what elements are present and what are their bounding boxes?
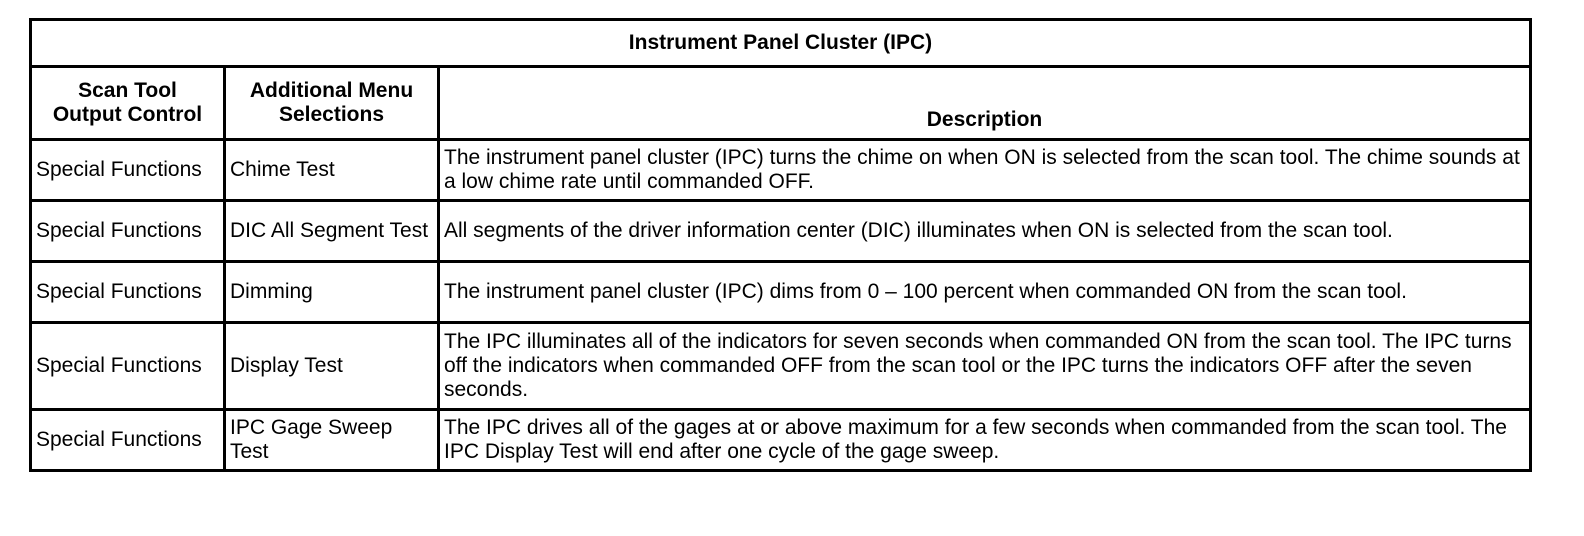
cell-description: All segments of the driver information center (DIC) illuminates when ON is selected from the scan tool. <box>439 201 1531 262</box>
cell-menu-selection: IPC Gage Sweep Test <box>225 410 439 471</box>
table-row <box>31 201 1531 262</box>
header-col2-line2: Selections <box>278 103 385 126</box>
table-row <box>31 262 1531 323</box>
cell-description: The instrument panel cluster (IPC) turns the chime on when ON is selected from the scan tool. The chime sounds at a low chime rate until commanded OFF. <box>439 140 1531 201</box>
cell-menu-selection: Chime Test <box>225 140 439 201</box>
table-row <box>31 323 1531 410</box>
table-title: Instrument Panel Cluster (IPC) <box>31 20 1531 67</box>
table-title-row <box>31 20 1531 67</box>
header-col1-line1: Scan Tool <box>78 79 177 102</box>
cell-output-control: Special Functions <box>31 323 225 410</box>
cell-description: The IPC drives all of the gages at or above maximum for a few seconds when commanded from the scan tool. The IPC Display Test will end after one cycle of the gage sweep. <box>439 410 1531 471</box>
cell-output-control: Special Functions <box>31 410 225 471</box>
table-row <box>31 410 1531 471</box>
header-col2-line1: Additional Menu <box>249 79 414 102</box>
cell-menu-selection: DIC All Segment Test <box>225 201 439 262</box>
cell-output-control: Special Functions <box>31 140 225 201</box>
table-header-row <box>31 67 1531 140</box>
ipc-table-container <box>29 18 1529 472</box>
cell-menu-selection: Display Test <box>225 323 439 410</box>
cell-menu-selection: Dimming <box>225 262 439 323</box>
header-col1-line2: Output Control <box>52 103 203 126</box>
header-description: Description <box>439 67 1531 140</box>
table-row <box>31 140 1531 201</box>
header-additional-menu-selections <box>225 67 439 140</box>
cell-description: The instrument panel cluster (IPC) dims from 0 – 100 percent when commanded ON from the scan tool. <box>439 262 1531 323</box>
cell-description: The IPC illuminates all of the indicators for seven seconds when commanded ON from the scan tool. The IPC turns off the indicators when commanded OFF from the scan tool or the IPC turns the indicators OFF after the seven seconds. <box>439 323 1531 410</box>
cell-output-control: Special Functions <box>31 201 225 262</box>
header-scan-tool-output-control <box>31 67 225 140</box>
cell-output-control: Special Functions <box>31 262 225 323</box>
ipc-output-control-table <box>29 18 1532 472</box>
